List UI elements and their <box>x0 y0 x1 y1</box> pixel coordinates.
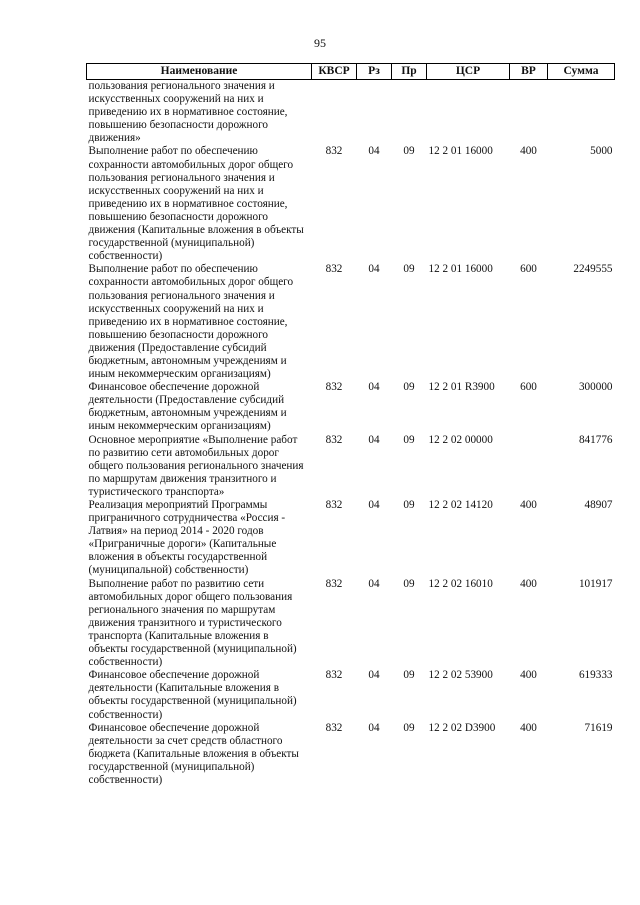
cell-sum: 2249555 <box>573 263 613 276</box>
cell-rz: 04 <box>368 145 380 158</box>
cell-csr: 12 2 01 16000 <box>428 263 493 276</box>
cell-rz: 04 <box>368 381 380 394</box>
cell-vr: 400 <box>520 145 537 158</box>
cell-kvsr: 832 <box>325 721 343 734</box>
cell-csr: 12 2 02 D3900 <box>428 721 496 734</box>
cell-sum: 71619 <box>584 721 613 734</box>
header-vr: ВР <box>510 64 548 80</box>
table-row <box>87 669 615 721</box>
cell-rz: 04 <box>368 263 380 276</box>
cell-csr: 12 2 02 53900 <box>428 669 493 682</box>
table-row <box>87 80 615 146</box>
cell-kvsr <box>312 80 357 146</box>
cell-sum: 48907 <box>584 499 613 511</box>
cell-kvsr: 832 <box>325 433 343 446</box>
cell-pr: 09 <box>403 499 415 511</box>
cell-pr: 09 <box>403 669 415 682</box>
cell-pr: 09 <box>403 381 415 394</box>
cell-pr: 09 <box>403 145 415 158</box>
table-body <box>87 80 615 788</box>
cell-csr: 12 2 01 16000 <box>428 145 493 158</box>
cell-name: Финансовое обеспечение дорожной деятельности (Предоставление субсидий бюджетным, автономным учреждениям и иным некоммерческим организациям) <box>88 381 287 433</box>
table-row <box>87 578 615 670</box>
cell-vr: 400 <box>520 577 537 590</box>
cell-kvsr: 832 <box>325 145 343 158</box>
cell-sum: 5000 <box>590 145 613 158</box>
cell-pr: 09 <box>403 433 415 446</box>
cell-name: Выполнение работ по обеспечению сохранности автомобильных дорог общего пользования регионального значения и искусственных сооружений на них и приведению их в нормативное состояние, повышению безопасности дорожного движения (Предоставление субсидий бюджетным, автономным учреждениям и иным некоммерческим организациям) <box>88 263 294 381</box>
header-rz: Рз <box>357 64 392 80</box>
cell-name: Выполнение работ по развитию сети автомобильных дорог общего пользования регионального значения по маршрутам движения транзитного и туристического транспорта (Капитальные вложения в объекты государственной (муниципальной) собственности) <box>88 577 297 669</box>
cell-vr: 400 <box>520 721 537 734</box>
header-sum: Сумма <box>548 64 615 80</box>
cell-pr <box>392 80 427 146</box>
cell-rz: 04 <box>368 721 380 734</box>
table-header <box>87 64 615 80</box>
cell-vr: 600 <box>520 381 537 394</box>
cell-pr: 09 <box>403 577 415 590</box>
table-row <box>87 381 615 433</box>
header-csr: ЦСР <box>427 64 510 80</box>
cell-pr: 09 <box>403 263 415 276</box>
cell-vr: 600 <box>520 263 537 276</box>
cell-rz: 04 <box>368 499 380 511</box>
table-row <box>87 434 615 499</box>
cell-name: Основное мероприятие «Выполнение работ по развитию сети автомобильных дорог общего пользования регионального значения по маршрутам движения транзитного и туристического транспорта» <box>88 433 304 498</box>
cell-sum: 619333 <box>578 669 613 682</box>
header-name: Наименование <box>87 64 312 80</box>
cell-name: Выполнение работ по обеспечению сохранности автомобильных дорог общего пользования регионального значения и искусственных сооружений на них и приведению их в нормативное состояние, повышению безопасности дорожного движения (Капитальные вложения в объекты государственной (муниципальной) собственности) <box>88 145 304 263</box>
cell-sum: 841776 <box>578 433 613 446</box>
cell-sum <box>548 80 615 146</box>
cell-csr: 12 2 02 14120 <box>428 499 493 511</box>
cell-vr: 400 <box>520 499 537 511</box>
cell-rz <box>357 80 392 146</box>
cell-pr: 09 <box>403 721 415 734</box>
cell-sum: 300000 <box>578 381 613 394</box>
table-row <box>87 263 615 381</box>
cell-rz: 04 <box>368 433 380 446</box>
budget-table <box>86 63 615 787</box>
cell-vr <box>510 434 548 499</box>
cell-csr <box>427 80 510 146</box>
cell-name: Реализация мероприятий Программы приграничного сотрудничества «Россия - Латвия» на период 2014 - 2020 годов «Приграничные дороги» (Капитальные вложения в объекты государственной (муниципальной) собственности) <box>88 499 286 577</box>
cell-vr: 400 <box>520 669 537 682</box>
cell-csr: 12 2 02 00000 <box>428 433 493 446</box>
cell-name: Финансовое обеспечение дорожной деятельности (Капитальные вложения в объекты государственной (муниципальной) собственности) <box>88 669 297 721</box>
table-row <box>87 722 615 787</box>
cell-kvsr: 832 <box>325 577 343 590</box>
header-kvsr: КВСР <box>312 64 357 80</box>
header-row <box>87 64 615 80</box>
cell-name: Финансовое обеспечение дорожной деятельности за счет средств областного бюджета (Капитальные вложения в объекты государственной (муниципальной) собственности) <box>88 721 299 786</box>
page-number: 95 <box>314 36 326 50</box>
table-row <box>87 499 615 578</box>
cell-rz: 04 <box>368 669 380 682</box>
cell-name: пользования регионального значения и искусственных сооружений на них и приведению их в нормативное состояние, повышению безопасности дорожного движения» <box>88 80 288 145</box>
cell-rz: 04 <box>368 577 380 590</box>
table-row <box>87 145 615 263</box>
cell-kvsr: 832 <box>325 669 343 682</box>
cell-csr: 12 2 02 16010 <box>428 577 493 590</box>
cell-vr <box>510 80 548 146</box>
cell-kvsr: 832 <box>325 499 343 511</box>
cell-sum: 101917 <box>578 577 613 590</box>
cell-csr: 12 2 01 R3900 <box>428 381 495 394</box>
header-pr: Пр <box>392 64 427 80</box>
cell-kvsr: 832 <box>325 263 343 276</box>
cell-kvsr: 832 <box>325 381 343 394</box>
